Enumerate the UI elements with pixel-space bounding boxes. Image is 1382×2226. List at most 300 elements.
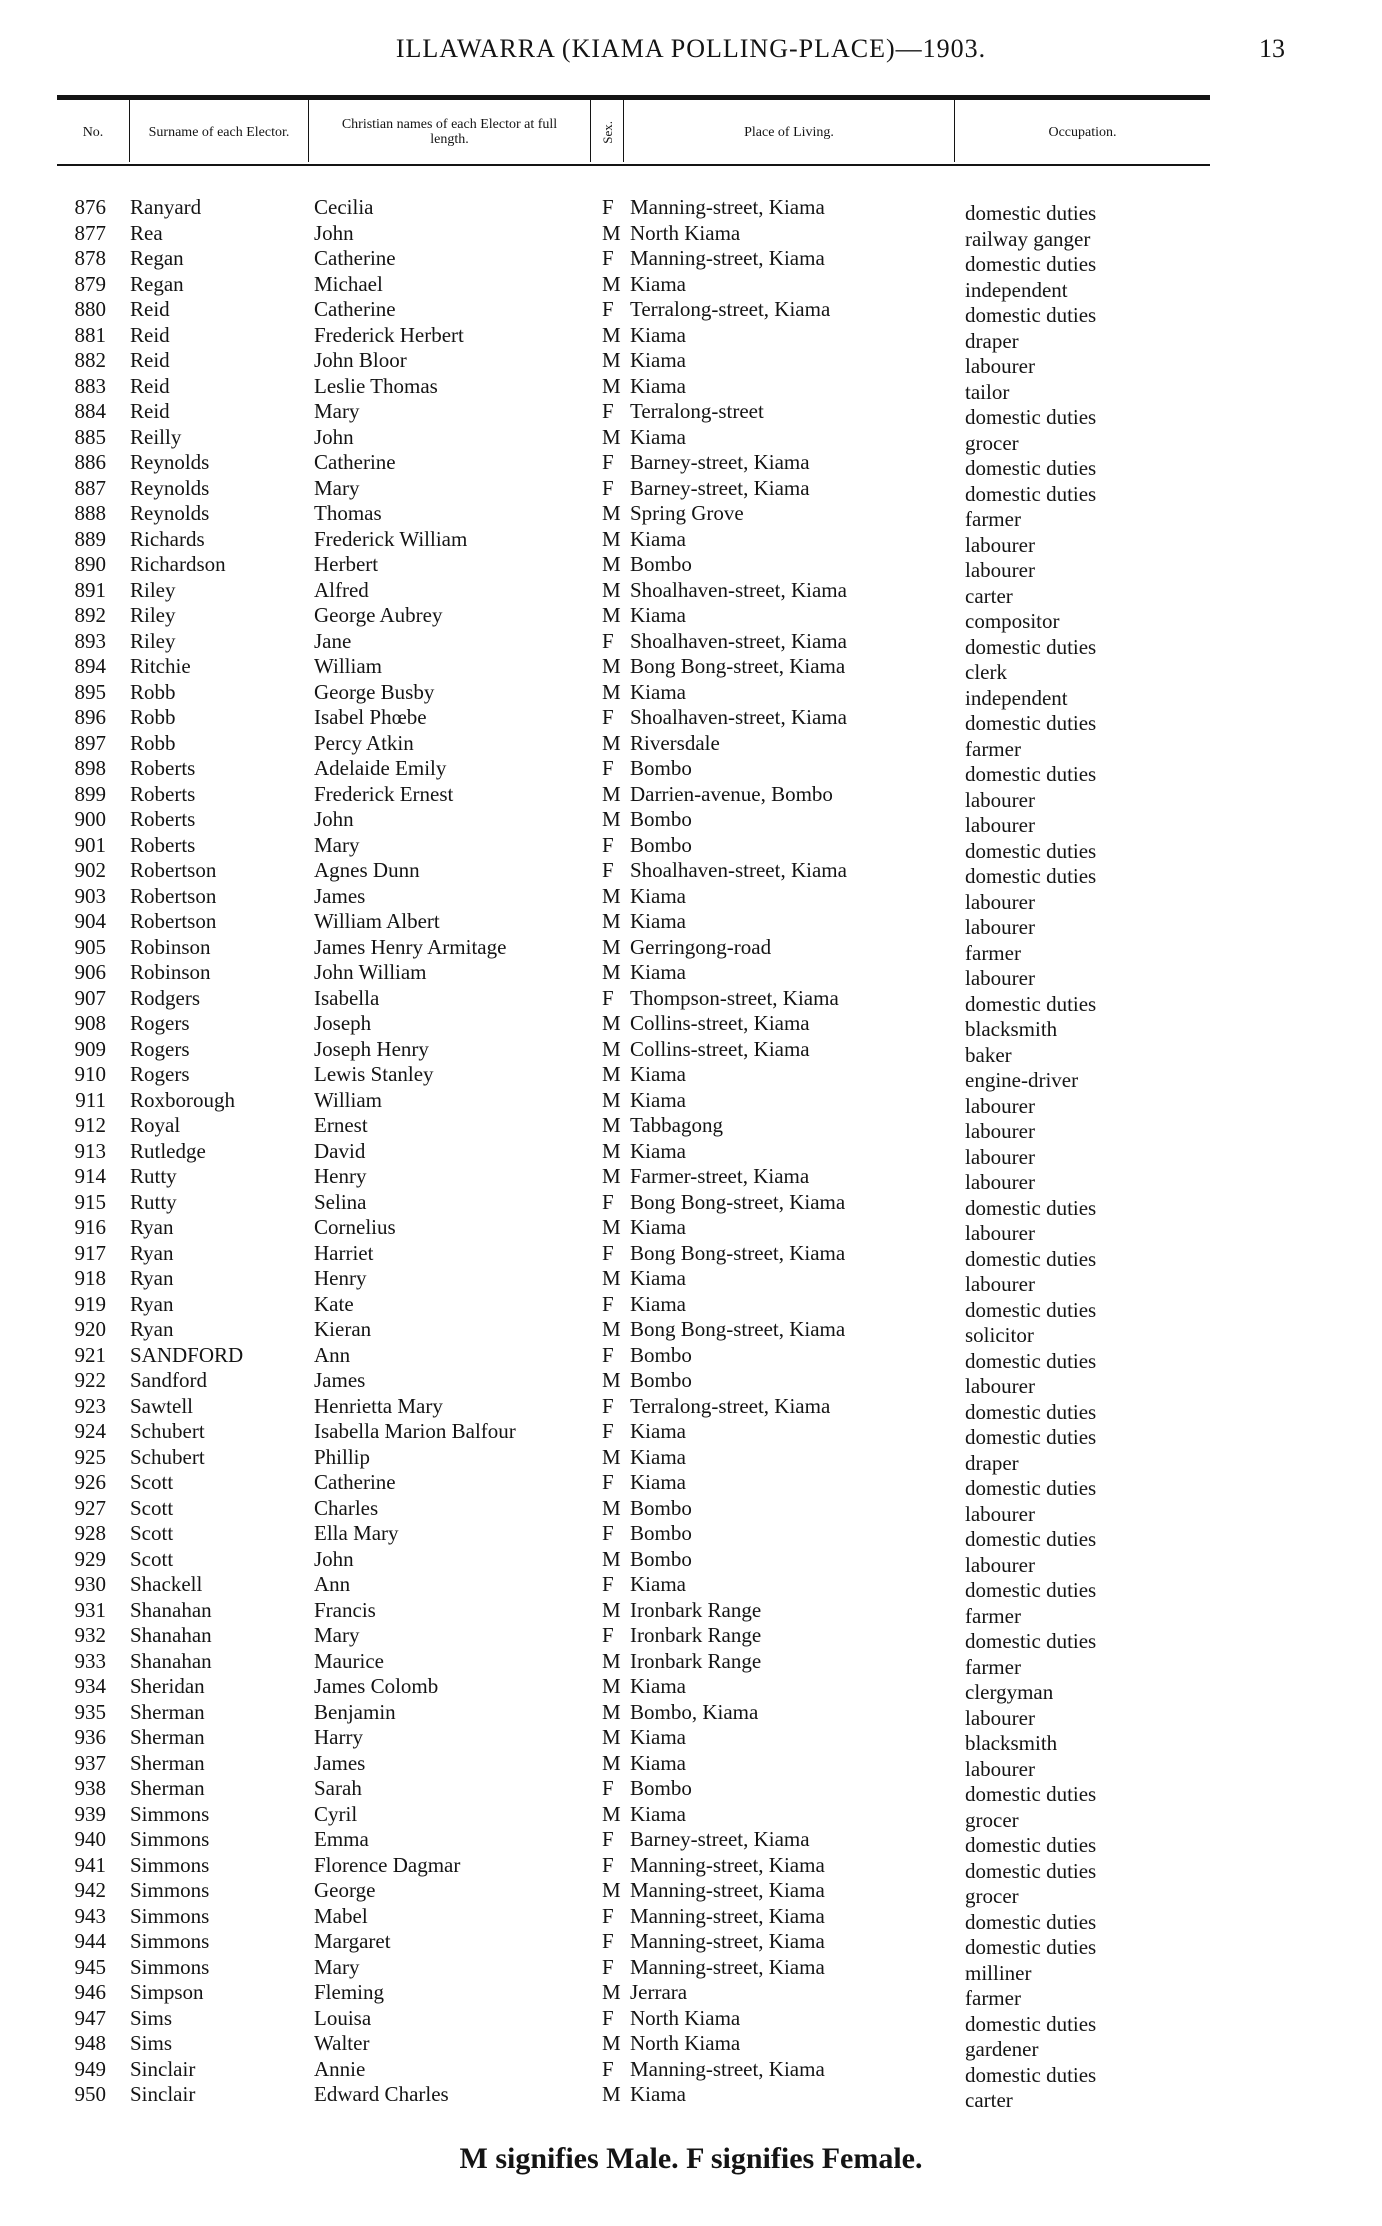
elector-occupation: independent <box>965 685 1068 710</box>
table-row <box>0 424 1382 455</box>
table-row <box>0 781 1382 812</box>
elector-number: 943 <box>74 1903 106 1928</box>
elector-occupation: labourer <box>965 813 1035 837</box>
elector-surname: Roberts <box>130 807 196 831</box>
elector-sex: M <box>602 781 621 806</box>
elector-occupation: domestic duties <box>965 1935 1097 1959</box>
elector-number: 893 <box>74 628 106 653</box>
elector-surname: Roberts <box>130 832 196 857</box>
elector-surname: Reid <box>130 297 170 321</box>
elector-sex: M <box>602 934 621 959</box>
column-header-place: Place of Living. <box>744 124 834 140</box>
elector-sex: M <box>602 1750 621 1775</box>
elector-sex: M <box>602 1087 621 1112</box>
elector-sex: F <box>602 1776 614 1800</box>
elector-occupation: carter <box>965 2088 1013 2112</box>
elector-sex: F <box>602 1623 614 1647</box>
elector-christian-names: Isabella <box>314 985 380 1010</box>
elector-occupation: domestic duties <box>965 2011 1097 2036</box>
elector-number: 878 <box>74 246 106 270</box>
elector-christian-names: Jane <box>314 628 352 653</box>
elector-sex: F <box>602 1954 614 1979</box>
elector-number: 923 <box>74 1393 106 1418</box>
page-number: 13 <box>1259 34 1285 63</box>
elector-number: 911 <box>75 1087 106 1112</box>
elector-occupation: domestic duties <box>965 634 1097 659</box>
elector-occupation: farmer <box>965 1986 1021 2010</box>
elector-surname: Schubert <box>130 1444 205 1469</box>
elector-surname: Sheridan <box>130 1674 205 1698</box>
table-row <box>0 1725 1382 1755</box>
table-row <box>0 373 1382 404</box>
elector-occupation: domestic duties <box>965 1858 1097 1883</box>
elector-surname: Rodgers <box>130 985 200 1010</box>
elector-christian-names: William <box>314 1087 382 1112</box>
table-row <box>0 348 1382 378</box>
elector-place-of-living: Bombo <box>630 1521 692 1545</box>
elector-place-of-living: Kiama <box>630 1138 686 1163</box>
elector-occupation: labourer <box>965 1170 1035 1194</box>
elector-sex: F <box>602 399 614 423</box>
elector-place-of-living: Kiama <box>630 1087 686 1112</box>
elector-surname: Sims <box>130 2031 173 2055</box>
elector-occupation: domestic duties <box>965 2062 1097 2087</box>
elector-surname: Sawtell <box>130 1393 193 1418</box>
elector-number: 884 <box>74 399 106 423</box>
table-row <box>0 526 1382 557</box>
elector-surname: Reynolds <box>130 450 210 474</box>
header-rule-top <box>57 95 1210 100</box>
table-row <box>0 552 1382 582</box>
table-row <box>0 450 1382 480</box>
table-row <box>0 883 1382 914</box>
elector-place-of-living: Bombo <box>630 1546 692 1571</box>
table-row <box>0 1470 1382 1500</box>
elector-place-of-living: Bombo <box>630 552 692 576</box>
table-row <box>0 756 1382 786</box>
elector-place-of-living: Ironbark Range <box>630 1597 762 1622</box>
elector-occupation: labourer <box>965 1374 1035 1398</box>
elector-occupation: milliner <box>965 1960 1032 1985</box>
elector-occupation: engine-driver <box>965 1068 1079 1092</box>
elector-place-of-living: Manning-street, Kiama <box>630 195 825 219</box>
table-row <box>0 807 1382 837</box>
elector-surname: Simmons <box>130 1852 210 1877</box>
table-row <box>0 399 1382 429</box>
table-row <box>0 246 1382 276</box>
elector-number: 936 <box>74 1725 106 1749</box>
elector-occupation: tailor <box>965 379 1010 404</box>
elector-number: 912 <box>74 1113 106 1137</box>
elector-christian-names: Ann <box>314 1342 351 1367</box>
elector-christian-names: Henry <box>314 1164 367 1188</box>
elector-occupation: labourer <box>965 889 1035 914</box>
table-row <box>0 1342 1382 1373</box>
elector-number: 921 <box>74 1342 106 1367</box>
elector-number: 931 <box>74 1597 106 1622</box>
elector-place-of-living: Kiama <box>630 271 686 296</box>
elector-surname: Robertson <box>130 858 217 882</box>
table-row <box>0 271 1382 302</box>
elector-number: 898 <box>74 756 106 780</box>
elector-occupation: labourer <box>965 1119 1035 1143</box>
elector-surname: Robb <box>130 730 176 755</box>
table-row <box>0 1189 1382 1220</box>
elector-number: 899 <box>74 781 106 806</box>
elector-occupation: labourer <box>965 1756 1035 1781</box>
elector-number: 880 <box>74 297 106 321</box>
elector-christian-names: Frederick Ernest <box>314 781 454 806</box>
elector-surname: Roxborough <box>130 1087 235 1112</box>
elector-sex: F <box>602 1189 614 1214</box>
elector-number: 915 <box>74 1189 106 1214</box>
elector-surname: Reid <box>130 322 170 347</box>
elector-sex: M <box>602 2031 621 2055</box>
elector-place-of-living: Barney-street, Kiama <box>630 1827 810 1851</box>
elector-surname: Simmons <box>130 1827 210 1851</box>
elector-place-of-living: Bombo <box>630 1368 692 1392</box>
table-row <box>0 1419 1382 1449</box>
table-row <box>0 1317 1382 1347</box>
elector-christian-names: Agnes Dunn <box>314 858 420 882</box>
table-row <box>0 1750 1382 1781</box>
elector-place-of-living: Bombo <box>630 1776 692 1800</box>
elector-occupation: labourer <box>965 1705 1035 1730</box>
table-row <box>0 1929 1382 1959</box>
table-row <box>0 1368 1382 1398</box>
elector-number: 948 <box>74 2031 106 2055</box>
table-row <box>0 1776 1382 1806</box>
page-header <box>0 30 1382 70</box>
elector-christian-names: Henrietta Mary <box>314 1393 443 1418</box>
elector-occupation: domestic duties <box>965 481 1097 506</box>
elector-sex: F <box>602 1470 614 1494</box>
elector-number: 916 <box>74 1215 106 1239</box>
elector-surname: Sherman <box>130 1750 205 1775</box>
elector-place-of-living: Farmer-street, Kiama <box>630 1164 810 1188</box>
elector-number: 913 <box>74 1138 106 1163</box>
elector-sex: F <box>602 985 614 1010</box>
table-row <box>0 1113 1382 1143</box>
elector-place-of-living: Terralong-street <box>630 399 764 423</box>
elector-place-of-living: Manning-street, Kiama <box>630 1852 825 1877</box>
elector-number: 930 <box>74 1572 106 1596</box>
elector-christian-names: Francis <box>314 1597 376 1622</box>
elector-christian-names: John William <box>314 960 427 984</box>
elector-surname: Sherman <box>130 1725 205 1749</box>
elector-number: 917 <box>74 1240 106 1265</box>
elector-number: 891 <box>74 577 106 602</box>
elector-christian-names: Isabel Phœbe <box>314 705 427 729</box>
elector-christian-names: David <box>314 1138 366 1163</box>
elector-christian-names: Florence Dagmar <box>314 1852 461 1877</box>
elector-sex: M <box>602 1164 621 1188</box>
elector-christian-names: Louisa <box>314 2005 372 2030</box>
elector-christian-names: Leslie Thomas <box>314 373 438 398</box>
elector-christian-names: James Henry Armitage <box>314 934 507 959</box>
elector-christian-names: Thomas <box>314 501 382 525</box>
table-row <box>0 1011 1382 1041</box>
elector-place-of-living: Kiama <box>630 322 686 347</box>
elector-surname: Scott <box>130 1546 174 1571</box>
elector-surname: Regan <box>130 271 184 296</box>
table-row <box>0 1852 1382 1883</box>
elector-sex: M <box>602 1674 621 1698</box>
elector-place-of-living: Bong Bong-street, Kiama <box>630 1317 846 1341</box>
elector-number: 894 <box>74 654 106 678</box>
table-row <box>0 909 1382 939</box>
column-header-christian-names: Christian names of each Elector at full length. <box>341 117 558 147</box>
elector-christian-names: Michael <box>314 271 383 296</box>
elector-christian-names: Henry <box>314 1266 367 1290</box>
elector-occupation: domestic duties <box>965 711 1097 735</box>
elector-christian-names: John <box>314 220 354 245</box>
elector-surname: Ryan <box>130 1291 174 1316</box>
elector-surname: Riley <box>130 628 176 653</box>
elector-sex: F <box>602 1240 614 1265</box>
elector-place-of-living: Kiama <box>630 1750 686 1775</box>
elector-place-of-living: Barney-street, Kiama <box>630 450 810 474</box>
elector-sex: M <box>602 220 621 245</box>
elector-surname: Shackell <box>130 1572 203 1596</box>
elector-sex: M <box>602 424 621 449</box>
elector-list <box>0 195 1382 2112</box>
elector-place-of-living: Bombo <box>630 1495 692 1520</box>
table-row <box>0 2031 1382 2061</box>
elector-occupation: labourer <box>965 354 1035 378</box>
page-title: ILLAWARRA (KIAMA POLLING-PLACE)—1903. <box>395 34 987 63</box>
elector-christian-names: John <box>314 807 354 831</box>
elector-christian-names: Edward Charles <box>314 2082 449 2106</box>
elector-place-of-living: North Kiama <box>630 2005 741 2030</box>
table-row <box>0 1062 1382 1092</box>
elector-surname: Ritchie <box>130 654 191 678</box>
elector-occupation: farmer <box>965 1603 1021 1628</box>
header-rule-bottom <box>57 164 1210 166</box>
elector-occupation: grocer <box>965 430 1019 455</box>
elector-place-of-living: Thompson-street, Kiama <box>630 985 839 1010</box>
elector-christian-names: Isabella Marion Balfour <box>314 1419 516 1443</box>
elector-place-of-living: Kiama <box>630 1291 686 1316</box>
elector-place-of-living: Shoalhaven-street, Kiama <box>630 705 847 729</box>
elector-place-of-living: North Kiama <box>630 220 741 245</box>
elector-christian-names: George Busby <box>314 679 435 704</box>
elector-sex: M <box>602 1546 621 1571</box>
elector-occupation: domestic duties <box>965 405 1097 429</box>
elector-surname: Simmons <box>130 1878 210 1902</box>
table-row <box>0 1878 1382 1908</box>
table-row <box>0 1495 1382 1526</box>
elector-sex: M <box>602 501 621 525</box>
elector-place-of-living: Bombo <box>630 1342 692 1367</box>
elector-christian-names: Cornelius <box>314 1215 396 1239</box>
elector-occupation: labourer <box>965 558 1035 582</box>
elector-occupation: domestic duties <box>965 838 1097 863</box>
elector-surname: Rogers <box>130 1036 190 1061</box>
elector-occupation: labourer <box>965 1272 1035 1296</box>
elector-occupation: clergyman <box>965 1680 1054 1704</box>
elector-place-of-living: Spring Grove <box>630 501 744 525</box>
elector-number: 945 <box>74 1954 106 1979</box>
elector-christian-names: Sarah <box>314 1776 362 1800</box>
elector-sex: M <box>602 552 621 576</box>
elector-place-of-living: Collins-street, Kiama <box>630 1036 810 1061</box>
elector-occupation: labourer <box>965 532 1035 557</box>
elector-number: 926 <box>74 1470 106 1494</box>
table-row <box>0 1546 1382 1577</box>
elector-surname: Schubert <box>130 1419 205 1443</box>
elector-surname: SANDFORD <box>130 1342 244 1367</box>
elector-occupation: domestic duties <box>965 303 1097 327</box>
elector-surname: Robinson <box>130 960 211 984</box>
elector-christian-names: Frederick William <box>314 526 468 551</box>
elector-number: 904 <box>74 909 106 933</box>
elector-sex: M <box>602 348 621 372</box>
elector-sex: F <box>602 832 614 857</box>
elector-place-of-living: Manning-street, Kiama <box>630 1954 825 1979</box>
elector-surname: Richardson <box>130 552 226 576</box>
elector-christian-names: Selina <box>314 1189 367 1214</box>
table-row <box>0 1980 1382 2010</box>
elector-occupation: labourer <box>965 966 1035 990</box>
elector-christian-names: Cecilia <box>314 195 374 219</box>
elector-christian-names: James Colomb <box>314 1674 439 1698</box>
elector-place-of-living: Terralong-street, Kiama <box>630 1393 831 1418</box>
table-row <box>0 1215 1382 1245</box>
table-row <box>0 730 1382 761</box>
elector-surname: Rogers <box>130 1011 190 1035</box>
elector-surname: Richards <box>130 526 205 551</box>
elector-occupation: blacksmith <box>965 1731 1058 1755</box>
column-header-sex-label: Sex. <box>599 120 615 144</box>
elector-surname: Rea <box>130 220 163 245</box>
table-row <box>0 2005 1382 2036</box>
elector-place-of-living: Kiama <box>630 1801 686 1826</box>
elector-place-of-living: Darrien-avenue, Bombo <box>630 781 833 806</box>
elector-place-of-living: Kiama <box>630 1572 686 1596</box>
elector-number: 877 <box>74 220 106 245</box>
table-row <box>0 1699 1382 1730</box>
elector-number: 941 <box>74 1852 106 1877</box>
elector-number: 905 <box>74 934 106 959</box>
elector-occupation: farmer <box>965 940 1021 965</box>
table-row <box>0 501 1382 531</box>
elector-place-of-living: Bombo, Kiama <box>630 1699 759 1724</box>
elector-christian-names: George <box>314 1878 376 1902</box>
elector-place-of-living: Kiama <box>630 2082 686 2106</box>
elector-place-of-living: Kiama <box>630 679 686 704</box>
elector-number: 876 <box>74 195 106 219</box>
table-row <box>0 577 1382 608</box>
elector-occupation: domestic duties <box>965 1578 1097 1602</box>
table-row <box>0 297 1382 327</box>
table-row <box>0 1393 1382 1424</box>
elector-sex: M <box>602 1878 621 1902</box>
elector-christian-names: Mabel <box>314 1903 368 1928</box>
elector-sex: M <box>602 526 621 551</box>
elector-place-of-living: Barney-street, Kiama <box>630 475 810 500</box>
elector-christian-names: Frederick Herbert <box>314 322 464 347</box>
elector-christian-names: Annie <box>314 2056 366 2081</box>
elector-place-of-living: Kiama <box>630 348 686 372</box>
elector-surname: Sandford <box>130 1368 207 1392</box>
elector-sex: M <box>602 960 621 984</box>
elector-occupation: clerk <box>965 660 1007 684</box>
table-row <box>0 1164 1382 1194</box>
elector-sex: M <box>602 577 621 602</box>
elector-surname: Reid <box>130 373 170 398</box>
elector-place-of-living: Bong Bong-street, Kiama <box>630 1189 846 1214</box>
elector-sex: F <box>602 246 614 270</box>
elector-sex: F <box>602 2056 614 2081</box>
elector-number: 881 <box>74 322 106 347</box>
elector-sex: F <box>602 1572 614 1596</box>
table-row <box>0 1291 1382 1322</box>
elector-sex: F <box>602 2005 614 2030</box>
elector-number: 935 <box>74 1699 106 1724</box>
elector-sex: M <box>602 654 621 678</box>
elector-number: 950 <box>74 2082 106 2106</box>
elector-occupation: domestic duties <box>965 1399 1097 1424</box>
elector-number: 929 <box>74 1546 106 1571</box>
elector-sex: M <box>602 1699 621 1724</box>
elector-place-of-living: Ironbark Range <box>630 1648 762 1673</box>
elector-surname: Reynolds <box>130 501 210 525</box>
elector-place-of-living: Bong Bong-street, Kiama <box>630 1240 846 1265</box>
elector-occupation: solicitor <box>965 1323 1034 1347</box>
table-row <box>0 1903 1382 1934</box>
elector-surname: Ryan <box>130 1266 174 1290</box>
elector-sex: F <box>602 1852 614 1877</box>
elector-sex: M <box>602 271 621 296</box>
elector-christian-names: Phillip <box>314 1444 371 1469</box>
elector-sex: F <box>602 195 614 219</box>
elector-christian-names: Emma <box>314 1827 369 1851</box>
table-row <box>0 934 1382 965</box>
elector-number: 919 <box>74 1291 106 1316</box>
elector-sex: M <box>602 1138 621 1163</box>
elector-number: 944 <box>74 1929 106 1953</box>
elector-sex: F <box>602 1929 614 1953</box>
elector-place-of-living: Collins-street, Kiama <box>630 1011 810 1035</box>
elector-place-of-living: Tabbagong <box>630 1113 724 1137</box>
elector-christian-names: Cyril <box>314 1801 358 1826</box>
elector-place-of-living: Kiama <box>630 1444 686 1469</box>
elector-sex: F <box>602 1521 614 1545</box>
elector-occupation: blacksmith <box>965 1017 1058 1041</box>
elector-sex: M <box>602 1801 621 1826</box>
elector-occupation: domestic duties <box>965 762 1097 786</box>
elector-christian-names: James <box>314 1368 366 1392</box>
elector-occupation: grocer <box>965 1807 1019 1832</box>
elector-christian-names: Catherine <box>314 246 396 270</box>
elector-number: 892 <box>74 603 106 627</box>
elector-place-of-living: Jerrara <box>630 1980 688 2004</box>
elector-place-of-living: Manning-street, Kiama <box>630 246 825 270</box>
elector-place-of-living: Kiama <box>630 1215 686 1239</box>
elector-sex: F <box>602 1419 614 1443</box>
table-row <box>0 475 1382 506</box>
elector-christian-names: James <box>314 883 366 908</box>
elector-sex: M <box>602 807 621 831</box>
table-row <box>0 322 1382 353</box>
elector-number: 908 <box>74 1011 106 1035</box>
table-row <box>0 220 1382 251</box>
elector-surname: Shanahan <box>130 1597 212 1622</box>
elector-occupation: labourer <box>965 787 1035 812</box>
elector-surname: Sherman <box>130 1699 205 1724</box>
elector-occupation: domestic duties <box>965 1909 1097 1934</box>
